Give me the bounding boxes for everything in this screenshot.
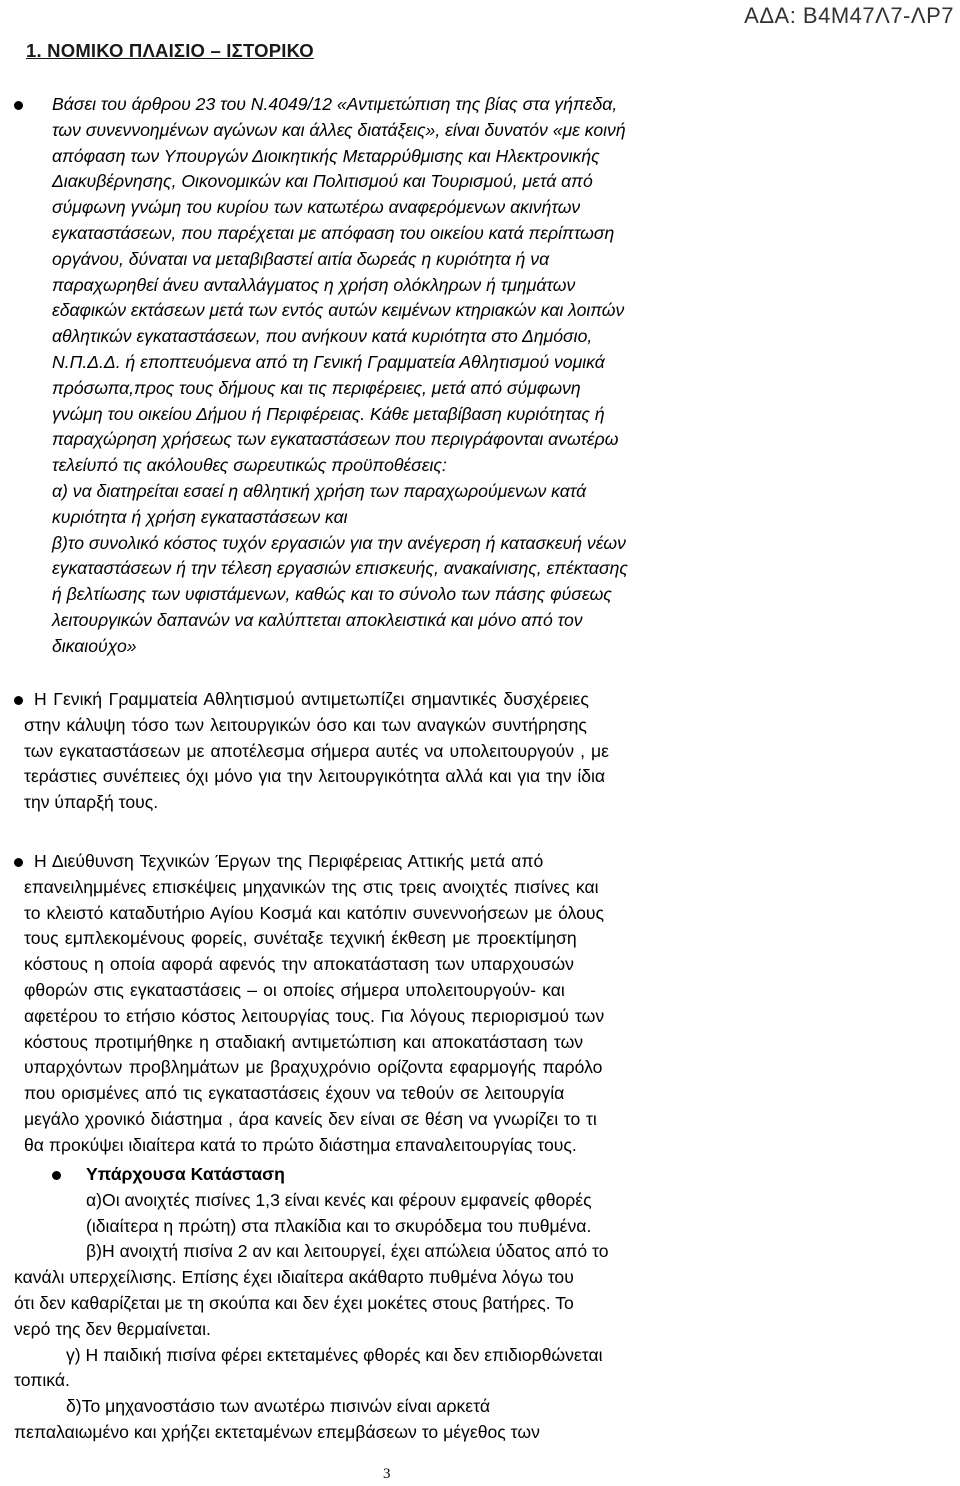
text-line: πεπαλαιωμένο και χρήζει εκτεταμένων επεμβάσεων το μέγεθος των [14, 1421, 540, 1442]
text-line: Η Γενική Γραμματεία Αθλητισμού αντιμετωπίζει σημαντικές δυσχέρειες [34, 689, 589, 709]
text-line: β)Η ανοιχτή πισίνα 2 αν και λειτουργεί, έχει απώλεια ύδατος από το [86, 1241, 609, 1262]
text-line: λειτουργικών δαπανών να καλύπτεται αποκλειστικά και μόνο από τον [52, 609, 583, 630]
text-line: Βάσει του άρθρου 23 του Ν.4049/12 «Αντιμετώπιση της βίας στα γήπεδα, [52, 94, 618, 114]
bullet-icon [14, 92, 26, 118]
text-line: γ) Η παιδική πισίνα φέρει εκτεταμένες φθορές και δεν επιδιορθώνεται [66, 1344, 603, 1365]
text-line: Ν.Π.Δ.Δ. ή εποπτευόμενα από τη Γενική Γραμματεία Αθλητισμού νομικά [52, 351, 605, 372]
text-line: α) να διατηρείται εσαεί η αθλητική χρήση των παραχωρούμενων κατά [52, 480, 587, 501]
text-line: κόστους προτιμήθηκε η σταδιακή αντιμετώπιση και αποκατάσταση των [24, 1031, 584, 1052]
text-line: α)Οι ανοιχτές πισίνες 1,3 είναι κενές και φέρουν εμφανείς φθορές [86, 1189, 592, 1210]
text-line: τοπικά. [14, 1370, 70, 1391]
text-line: των εγκαταστάσεων με αποτέλεσμα σήμερα αυτές να υπολειτουργούν , με [24, 740, 609, 761]
text-line: δ)Το μηχανοστάσιο των ανωτέρω πισινών είναι αρκετά [66, 1396, 490, 1417]
text-line: ότι δεν καθαρίζεται με τη σκούπα και δεν έχει μοκέτες στους βατήρες. Το [14, 1292, 574, 1313]
text-line: (ιδιαίτερα η πρώτη) στα πλακίδια και το σκυρόδεμα του πυθμένα. [86, 1215, 592, 1236]
text-line: αθλητικών εγκαταστάσεων, που ανήκουν κατά κυριότητα στο Δημόσιο, [52, 326, 593, 347]
text-line: αφετέρου το ετήσιο κόστος λειτουργίας τους. Για λόγους περιορισμού των [24, 1005, 605, 1026]
page-number: 3 [383, 1466, 391, 1482]
paragraph-legal-basis [14, 92, 768, 660]
text-line: που ορισμένες από τις εγκαταστάσεις έχουν να τεθούν σε λειτουργία [24, 1083, 565, 1104]
paragraph-legal-basis-text [52, 92, 768, 660]
current-state-section [14, 1162, 768, 1446]
text-line: εγκαταστάσεων, που παρέχεται με απόφαση του οικείου κατά περίπτωση [52, 222, 615, 243]
text-line: Διακυβέρνησης, Οικονομικών και Πολιτισμού και Τουρισμού, μετά από [52, 171, 593, 192]
text-line: το κλειστό καταδυτήριο Αγίου Κοσμά και κατόπιν συνεννοήσεων με όλους [24, 902, 605, 923]
current-state-title: Υπάρχουσα Κατάσταση [86, 1164, 285, 1184]
text-line: β)το συνολικό κόστος τυχόν εργασιών για την ανέγερση ή κατασκευή νέων [52, 532, 626, 553]
current-state-text [14, 1188, 768, 1446]
section-heading: 1. ΝΟΜΙΚΟ ΠΛΑΙΣΙΟ – ΙΣΤΟΡΙΚΟ [26, 40, 314, 61]
paragraph-technical-report [14, 849, 768, 1159]
text-line: οργάνου, δύναται να μεταβιβαστεί αιτία δωρεάς η κυριότητα ή να [52, 248, 550, 269]
text-line: κόστους η οποία αφορά αφενός την αποκατάσταση των υπαρχουσών [24, 954, 574, 975]
paragraph-technical-report-text [14, 849, 768, 1159]
text-line: παραχώρηση χρήσεως των εγκαταστάσεων που περιγράφονται ανωτέρω [52, 429, 619, 450]
text-line: κανάλι υπερχείλισης. Επίσης έχει ιδιαίτερα ακάθαρτο πυθμένα λόγω του [14, 1267, 574, 1288]
bullet-icon [14, 849, 26, 875]
text-line: εδαφικών εκτάσεων μετά των εντός αυτών κειμένων κτηριακών και λοιπών [52, 300, 625, 321]
text-line: γνώμη του οικείου Δήμου ή Περιφέρειας. Κάθε μεταβίβαση κυριότητας ή [52, 403, 605, 424]
text-line: μεγάλο χρονικό διάστημα , άρα κανείς δεν είναι σε θέση να γνωρίζει το τι [24, 1108, 597, 1129]
paragraph-gga-difficulties-text [14, 687, 768, 816]
text-line: εγκαταστάσεων ή την τέλεση εργασιών επισκευής, ανακαίνισης, επέκτασης [52, 558, 628, 579]
text-line: υπαρχόντων προβλημάτων με βραχυχρόνιο ορίζοντα εφαρμογής παρόλο [24, 1057, 603, 1078]
bullet-icon [14, 687, 26, 713]
paragraph-gga-difficulties [14, 687, 768, 816]
text-line: πρόσωπα,προς τους δήμους και τις περιφέρειες, μετά από σύμφωνη [52, 377, 581, 398]
bullet-icon [52, 1162, 64, 1188]
text-line: θα προκύψει ιδιαίτερα κατά το πρώτο διάστημα επαναλειτουργίας τους. [24, 1134, 577, 1155]
text-line: δικαιούχο» [52, 635, 137, 656]
text-line: τους εμπλεκομένους φορείς, συνέταξε τεχνική έκθεση με προεκτίμηση [24, 928, 577, 949]
text-line: σύμφωνη γνώμη του κυρίου των κατωτέρω αναφερόμενων ακινήτων [52, 197, 581, 218]
text-line: απόφαση των Υπουργών Διοικητικής Μεταρρύθμισης και Ηλεκτρονικής [52, 145, 600, 166]
text-line: τελείυπό τις ακόλουθες σωρευτικώς προϋποθέσεις: [52, 455, 447, 476]
text-line: ή βελτίωσης των υφιστάμενων, καθώς και το σύνολο των πάσης φύσεως [52, 584, 612, 605]
text-line: επανειλημμένες επισκέψεις μηχανικών της στις τρεις ανοιχτές πισίνες και [24, 876, 599, 897]
text-line: Η Διεύθυνση Τεχνικών Έργων της Περιφέρειας Αττικής μετά από [34, 851, 544, 871]
text-line: κυριότητα ή χρήση εγκαταστάσεων και [52, 506, 348, 527]
text-line: νερό της δεν θερμαίνεται. [14, 1318, 211, 1339]
text-line: στην κάλυψη τόσο των λειτουργικών όσο και των αναγκών συντήρησης [24, 714, 587, 735]
ada-code: ΑΔΑ: Β4Μ47Λ7-ΛΡ7 [744, 3, 954, 28]
text-line: φθορών στις εγκαταστάσεις – οι οποίες σήμερα υπολειτουργούν- και [24, 979, 565, 1000]
text-line: τεράστιες συνέπειες όχι μόνο για την λειτουργικότητα αλλά και για την ίδια [24, 766, 606, 787]
text-line: παραχωρηθεί άνευ ανταλλάγματος η χρήση ολόκληρων ή τμημάτων [52, 274, 576, 295]
text-line: την ύπαρξή τους. [24, 792, 159, 813]
text-line: των συνεννοημένων αγώνων και άλλες διατάξεις», είναι δυνατόν «με κοινή [52, 119, 626, 140]
